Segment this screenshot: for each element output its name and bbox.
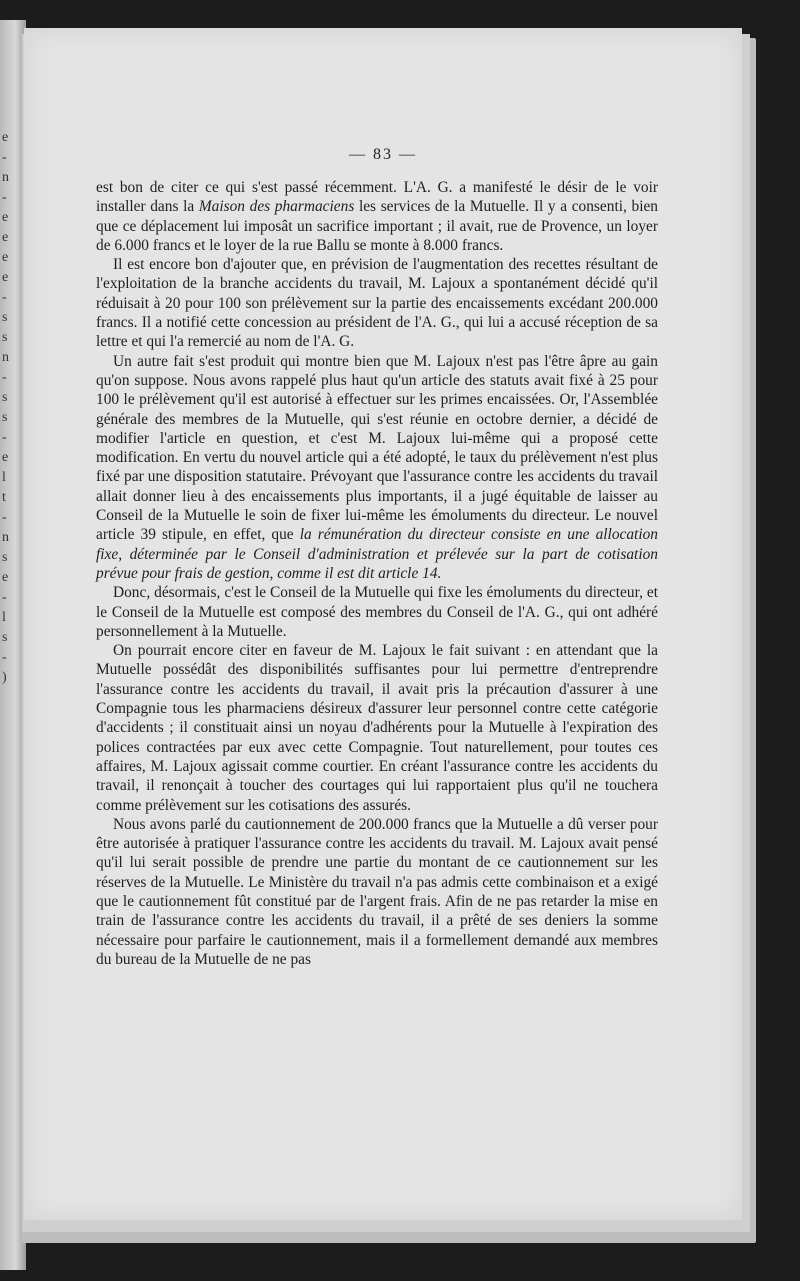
page-body-text <box>96 178 658 969</box>
margin-fragment: e <box>2 210 9 225</box>
margin-fragment: s <box>2 330 8 345</box>
margin-fragment: s <box>2 390 8 405</box>
margin-fragment: - <box>2 190 7 205</box>
margin-fragment: - <box>2 510 7 525</box>
margin-fragment: n <box>2 350 9 365</box>
paragraph-4: Donc, désormais, c'est le Conseil de la Mutuelle qui fixe les émoluments du directeur, et le Conseil de la Mutuelle est composé des membres du Conseil de l'A. G., qui ont adhéré personnellement à la Mutuelle. <box>96 584 658 640</box>
margin-fragment: e <box>2 130 9 145</box>
margin-fragment: s <box>2 310 8 325</box>
margin-fragment: s <box>2 630 8 645</box>
margin-fragment: - <box>2 650 7 665</box>
margin-fragment: t <box>2 490 6 505</box>
margin-fragment: e <box>2 250 9 265</box>
margin-fragment: n <box>2 170 9 185</box>
margin-fragment: e <box>2 570 9 585</box>
margin-fragment: l <box>2 470 6 485</box>
paragraph-3: Un autre fait s'est produit qui montre bien que M. Lajoux n'est pas l'être âpre au gain qu'on suppose. Nous avons rappelé plus haut qu'un article des statuts avait fixé à 25 pour 100 le prélèvement qu'il est autorisé à effectuer sur les primes encaissées. Or, l'Assemblée générale des membres de la Mutuelle, qui s'est réunie en octobre dernier, a décidé de modifier l'article en question, et c'est M. Lajoux lui-même qui a proposé cette modification. En vertu du nouvel article qui a été adopté, le taux du prélèvement n'est plus fixé par une disposition statutaire. Prévoyant que l'assurance contre les accidents du travail allait donner lieu à des encaissements plus importants, il a jugé équitable de laisser au Conseil de la Mutuelle le soin de fixer lui-même les émoluments du directeur. Le nouvel article 39 stipule, en effet, que la rémunération du directeur consiste en une allocation fixe, déterminée par le Conseil d'administration et prélevée sur la part de cotisation prévue pour frais de gestion, comme il est dit article 14. <box>96 352 658 582</box>
margin-fragment: ) <box>2 670 7 685</box>
margin-fragment: - <box>2 150 7 165</box>
page-number: — 83 — <box>349 146 417 163</box>
margin-fragment: s <box>2 550 8 565</box>
margin-fragment: n <box>2 530 9 545</box>
margin-fragment: - <box>2 590 7 605</box>
paragraph-1: est bon de citer ce qui s'est passé récemment. L'A. G. a manifesté le désir de le voir installer dans la Maison des pharmaciens les services de la Mutuelle. Il y a consenti, bien que ce déplacement lui imposât un sacrifice important ; il avait, rue de Provence, un loyer de 6.000 francs et le loyer de la rue Ballu se monte à 8.000 francs. <box>96 179 658 254</box>
paragraph-5: On pourrait encore citer en faveur de M. Lajoux le fait suivant : en attendant que la Mutuelle possédât des disponibilités suffisantes pour lui permettre d'entreprendre l'assurance contre les accidents du travail, il avait pris la précaution d'assurer à une Compagnie tous les pharmaciens désireux d'assurer leur personnel contre cette catégorie d'accidents ; il constituait ainsi un noyau d'adhérents pour la Mutuelle à l'expiration des polices contractées par eux avec cette Compagnie. Tout naturellement, pour toutes ces affaires, M. Lajoux agissait comme courtier. En créant l'assurance contre les accidents du travail, il renonçait à toucher des courtages qui lui rapportaient plus qu'il ne touchera comme prélèvement sur les cotisations des assurés. <box>96 642 658 814</box>
margin-fragment: - <box>2 430 7 445</box>
margin-fragment: e <box>2 450 9 465</box>
paragraph-2: Il est encore bon d'ajouter que, en prévision de l'augmentation des recettes résultant de l'exploitation de la branche accidents du travail, M. Lajoux a spontanément décidé qu'il réduisait à 20 pour 100 son prélèvement sur la partie des encaissements excédant 200.000 francs. Il a notifié cette concession au président de l'A. G., qui lui a accusé réception de sa lettre et qui l'a remercié au nom de l'A. G. <box>96 256 658 351</box>
margin-fragment: - <box>2 290 7 305</box>
paragraph-6: Nous avons parlé du cautionnement de 200.000 francs que la Mutuelle a dû verser pour être autorisée à pratiquer l'assurance contre les accidents du travail. M. Lajoux avait pensé qu'il lui serait possible de prendre une partie du montant de ce cautionnement sur les réserves de la Mutuelle. Le Ministère du travail n'a pas admis cette combinaison et a exigé que le cautionnement fût constitué par de l'argent frais. Afin de ne pas retarder la mise en train de l'assurance contre les accidents du travail, il a prêté de ses deniers la somme nécessaire pour parfaire le cautionnement, mais il a formellement demandé aux membres du bureau de la Mutuelle de ne pas <box>96 815 658 968</box>
margin-fragment: s <box>2 410 8 425</box>
margin-fragment: l <box>2 610 6 625</box>
margin-fragment: e <box>2 230 9 245</box>
margin-fragment: - <box>2 370 7 385</box>
margin-fragment: e <box>2 270 9 285</box>
book-page <box>24 28 742 1220</box>
